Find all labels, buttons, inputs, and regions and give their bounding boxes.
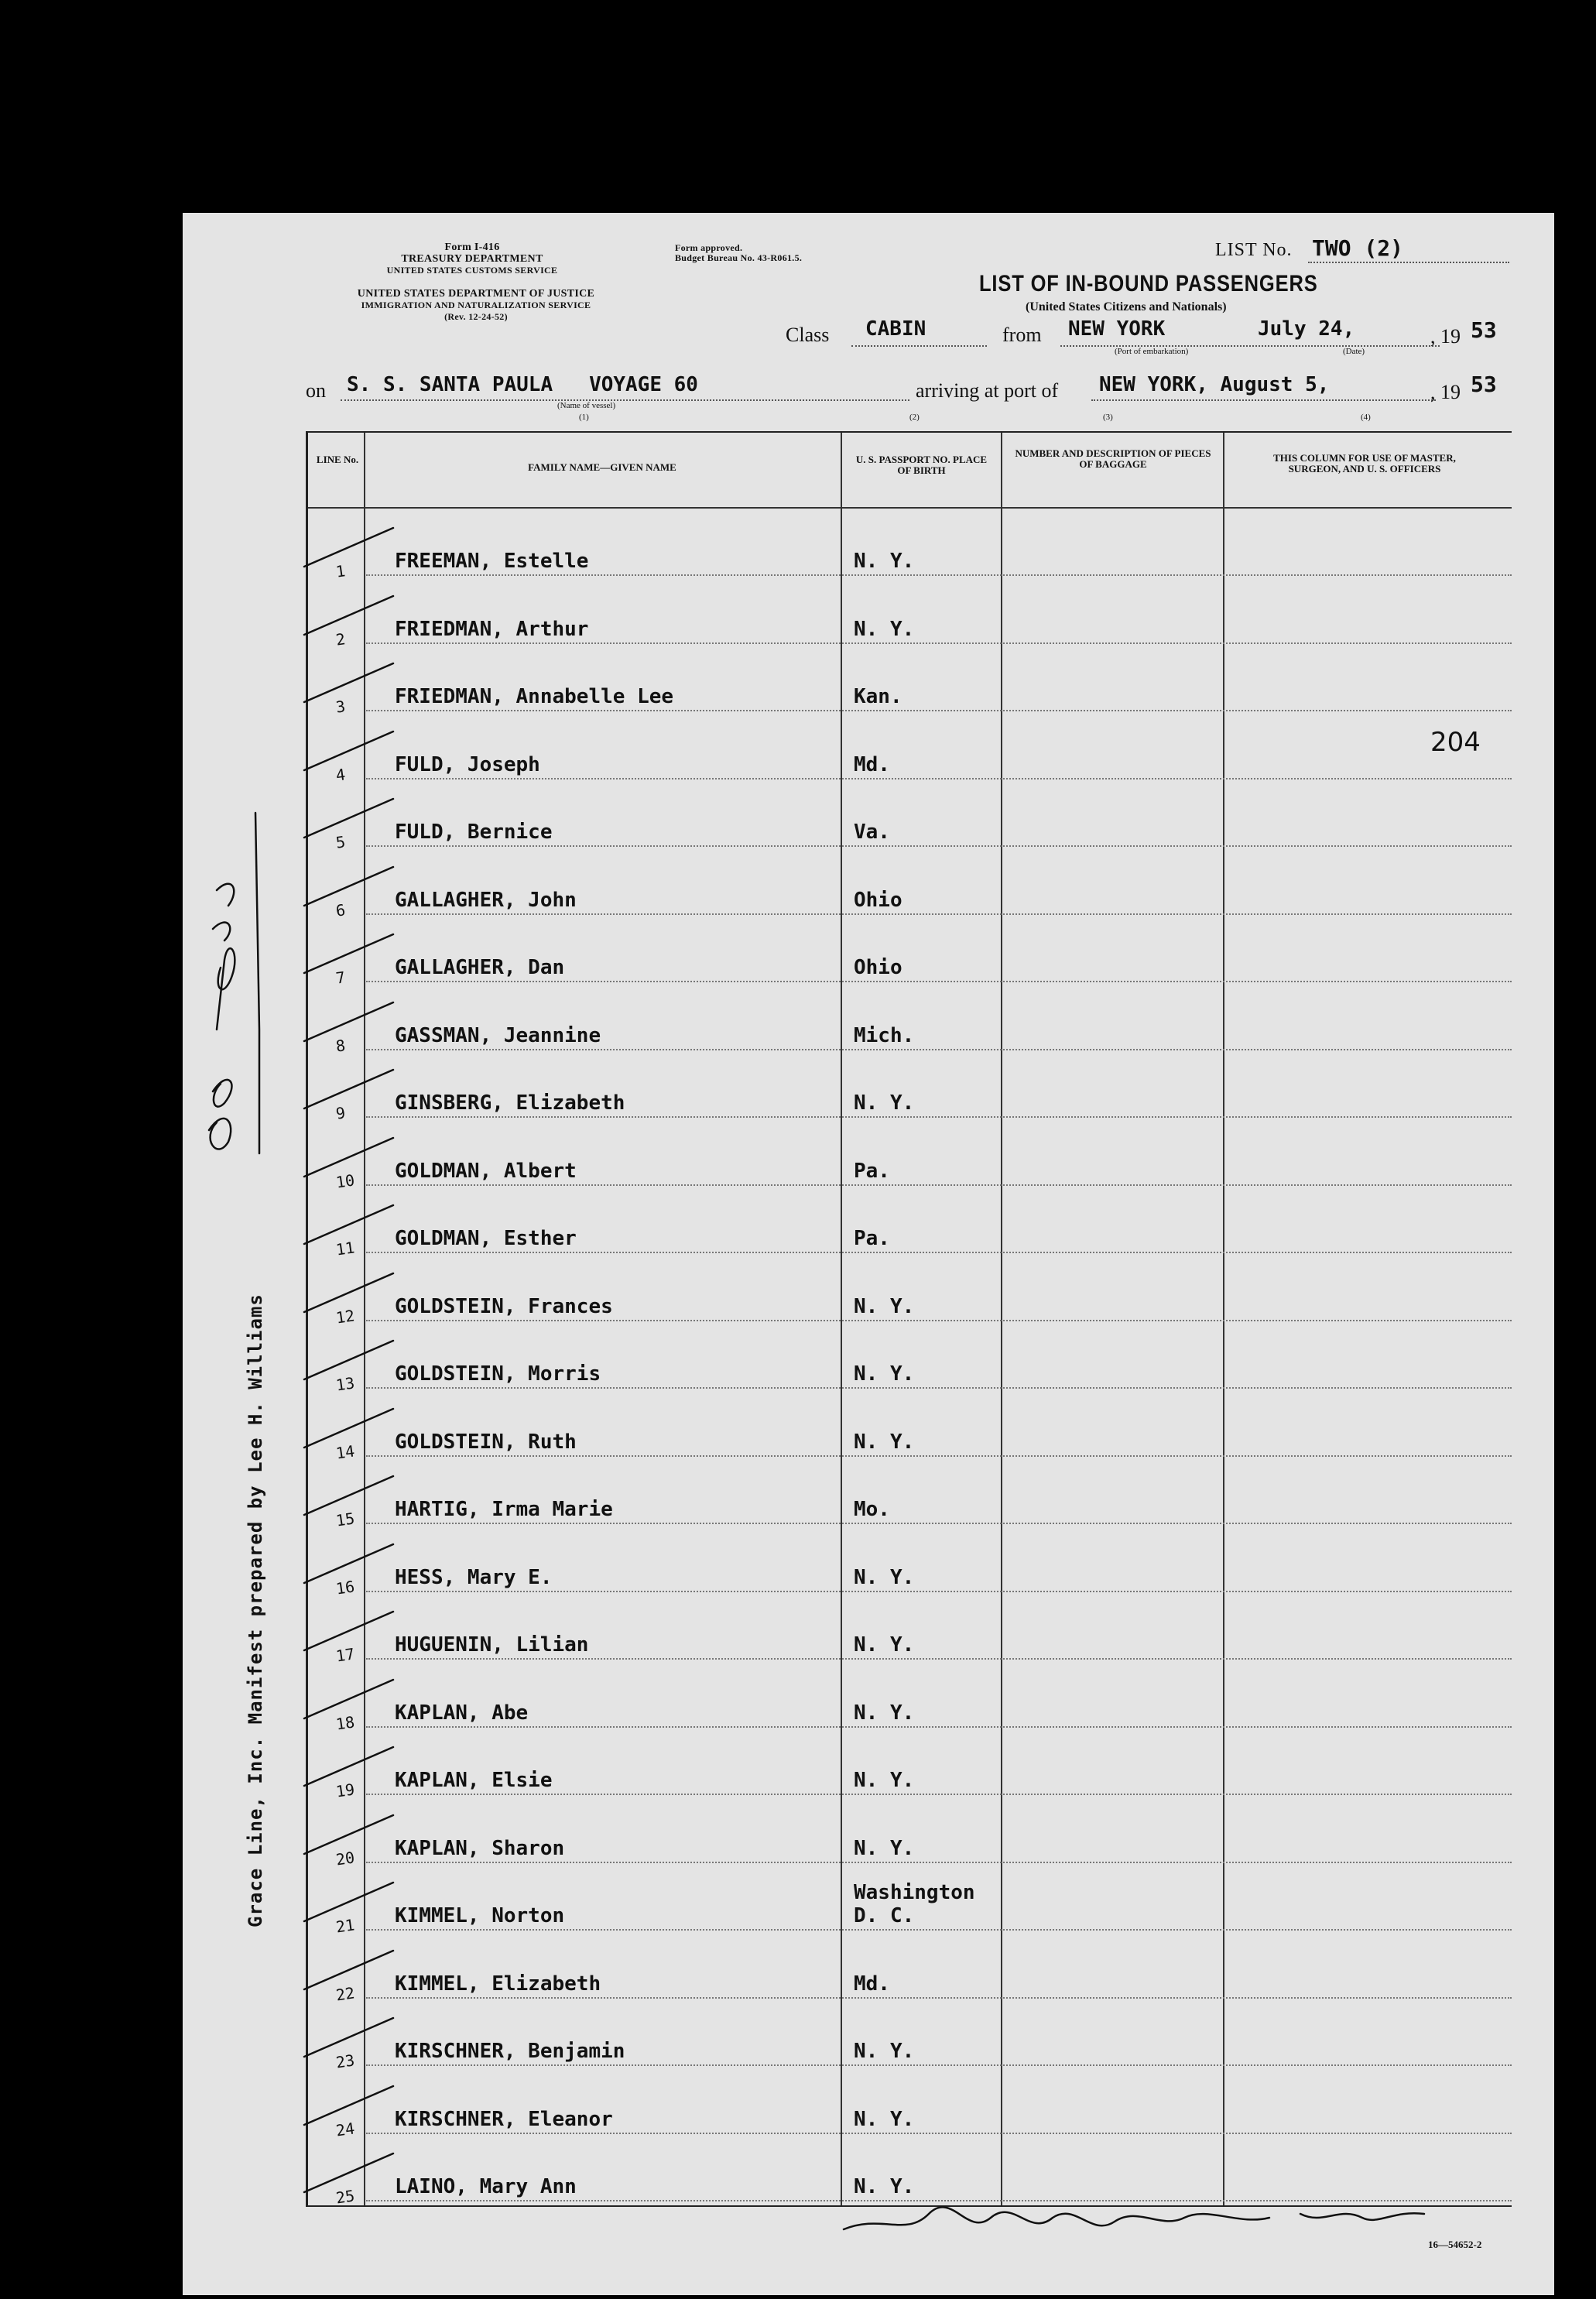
table-row: [308, 848, 1512, 920]
row-line-number: 14: [334, 1441, 356, 1463]
place-of-birth: N. Y.: [854, 1769, 915, 1792]
form-id-line-2: TREASURY DEPARTMENT: [401, 253, 543, 265]
check-mark: [300, 999, 401, 1045]
place-of-birth: N. Y.: [854, 2040, 915, 2063]
from-label: from: [1002, 324, 1042, 346]
passenger-name: GOLDMAN, Esther: [395, 1227, 577, 1250]
passenger-name: KAPLAN, Sharon: [395, 1836, 565, 1860]
passenger-name: KIRSCHNER, Benjamin: [395, 2040, 625, 2063]
year-value: 53: [1471, 317, 1497, 343]
place-of-birth: Washington D. C.: [854, 1881, 975, 1927]
passenger-name: GASSMAN, Jeannine: [395, 1023, 601, 1047]
check-mark: [300, 1472, 401, 1519]
class-label: Class: [786, 324, 830, 346]
place-of-birth: N. Y.: [854, 1836, 915, 1860]
from-value: NEW YORK: [1068, 317, 1166, 341]
check-mark: [300, 1676, 401, 1722]
passenger-name: KIMMEL, Norton: [395, 1904, 565, 1927]
passenger-name: FULD, Joseph: [395, 752, 540, 776]
place-of-birth: N. Y.: [854, 1633, 915, 1657]
header-baggage: NUMBER AND DESCRIPTION OF PIECES OF BAGGAGE: [1015, 447, 1211, 470]
place-of-birth: Mo.: [854, 1498, 890, 1521]
passenger-name: HARTIG, Irma Marie: [395, 1498, 613, 1521]
check-mark: [300, 592, 401, 639]
row-line-number: 4: [334, 764, 347, 785]
passenger-name: GOLDMAN, Albert: [395, 1159, 577, 1183]
col-caption-4: (4): [1361, 413, 1371, 422]
check-mark: [300, 660, 401, 706]
row-line-number: 6: [334, 899, 347, 920]
form-approved-line-1: Form approved.: [675, 242, 743, 253]
check-mark: [300, 930, 401, 977]
table-row: [308, 1931, 1512, 2005]
header-line-no: LINE No.: [316, 454, 359, 465]
table-row: [308, 2067, 1512, 2140]
row-line-number: 3: [334, 697, 347, 717]
row-line-number: 24: [334, 2118, 356, 2140]
row-line-number: 11: [334, 1238, 356, 1259]
handwritten-signature-bottom: [836, 2183, 1440, 2253]
arrival-year-value: 53: [1471, 372, 1497, 397]
form-id-block: [356, 242, 588, 276]
form-number: 16—54652-2: [1428, 2239, 1482, 2250]
check-mark: [300, 1811, 401, 1858]
row-line-number: 2: [334, 629, 347, 649]
row-line-number: 21: [334, 1915, 356, 1937]
table-row: [308, 1863, 1512, 1937]
passenger-name: LAINO, Mary Ann: [395, 2175, 577, 2198]
place-of-birth: Mich.: [854, 1023, 915, 1047]
table-row: [308, 509, 1512, 581]
passenger-name: KIMMEL, Elizabeth: [395, 1972, 601, 1996]
passenger-name: KAPLAN, Abe: [395, 1701, 529, 1725]
passenger-name: FRIEDMAN, Arthur: [395, 617, 589, 641]
place-of-birth: N. Y.: [854, 1430, 915, 1454]
justice-block: [302, 288, 650, 323]
table-row: [308, 1796, 1512, 1869]
table-row: [308, 1389, 1512, 1463]
place-of-birth: Va.: [854, 821, 890, 844]
table-row: [308, 1321, 1512, 1395]
check-mark: [300, 1743, 401, 1790]
arriving-label: arriving at port of: [916, 379, 1059, 402]
form-id-line-3: UNITED STATES CUSTOMS SERVICE: [386, 265, 558, 276]
class-value: CABIN: [865, 317, 926, 341]
arrival-dots: [1091, 399, 1436, 401]
table-row: [308, 1457, 1512, 1530]
list-no-dots: [1308, 262, 1509, 263]
justice-line-1: UNITED STATES DEPARTMENT OF JUSTICE: [357, 288, 595, 300]
officer-stamp-number: 204: [1430, 727, 1481, 758]
justice-line-2: IMMIGRATION AND NATURALIZATION SERVICE: [361, 300, 591, 310]
vessel-caption: (Name of vessel): [557, 401, 616, 410]
row-line-number: 5: [334, 832, 347, 852]
row-line-number: 15: [334, 1509, 356, 1530]
check-mark: [300, 2014, 401, 2061]
check-mark: [300, 1608, 401, 1654]
table-row: [308, 577, 1512, 649]
table-row: [308, 712, 1512, 785]
check-mark: [300, 524, 401, 570]
header-place: U. S. PASSPORT NO. PLACE OF BIRTH: [855, 454, 988, 476]
check-mark: [300, 2150, 401, 2196]
row-line-number: 16: [334, 1576, 356, 1598]
table-row: [308, 1525, 1512, 1598]
place-of-birth: Ohio: [854, 888, 902, 912]
header-name: FAMILY NAME—GIVEN NAME: [528, 461, 676, 473]
header-officers: THIS COLUMN FOR USE OF MASTER, SURGEON, AND U. S. OFFICERS: [1273, 452, 1456, 475]
table-row: [308, 1999, 1512, 2072]
row-line-number: 13: [334, 1373, 356, 1395]
arrival-value: NEW YORK, August 5,: [1099, 373, 1330, 396]
place-of-birth: Md.: [854, 752, 890, 776]
passenger-name: GALLAGHER, Dan: [395, 956, 565, 979]
check-mark: [300, 1879, 401, 1925]
row-line-number: 8: [334, 1035, 347, 1056]
date-caption: (Date): [1343, 347, 1365, 356]
row-line-number: 17: [334, 1644, 356, 1666]
place-of-birth: N. Y.: [854, 1701, 915, 1725]
row-line-number: 23: [334, 2051, 356, 2072]
form-id-line-1: Form I-416: [444, 242, 500, 253]
table-row: [308, 644, 1512, 717]
passenger-name: HESS, Mary E.: [395, 1565, 553, 1589]
check-mark: [300, 1134, 401, 1180]
check-mark: [300, 1269, 401, 1316]
vessel-dots: [341, 399, 909, 401]
year-prefix: , 19: [1430, 325, 1461, 348]
table-row: [308, 983, 1512, 1056]
passenger-name: GOLDSTEIN, Frances: [395, 1294, 613, 1318]
check-mark: [300, 1947, 401, 1993]
vessel-value: S. S. SANTA PAULA VOYAGE 60: [347, 373, 698, 396]
row-line-number: 1: [334, 561, 347, 581]
form-approved-line-2: Budget Bureau No. 43-R061.5.: [675, 252, 803, 263]
passenger-name: FULD, Bernice: [395, 821, 553, 844]
date-value: July 24,: [1258, 317, 1355, 341]
passenger-name: KIRSCHNER, Eleanor: [395, 2107, 613, 2131]
form-approved-block: [675, 243, 802, 263]
page-title: LIST OF IN-BOUND PASSENGERS: [979, 271, 1318, 296]
check-mark: [300, 728, 401, 774]
col-caption-2: (2): [909, 413, 920, 422]
place-of-birth: Md.: [854, 1972, 890, 1996]
passenger-name: GOLDSTEIN, Morris: [395, 1362, 601, 1386]
check-mark: [300, 863, 401, 910]
check-mark: [300, 1540, 401, 1587]
check-mark: [300, 795, 401, 841]
check-mark: [300, 1405, 401, 1451]
check-mark: [300, 1066, 401, 1112]
list-no-label: LIST No.: [1215, 240, 1293, 260]
check-mark: [300, 2082, 401, 2129]
table-row: [308, 1254, 1512, 1328]
row-line-number: 9: [334, 1103, 347, 1123]
passenger-name: FRIEDMAN, Annabelle Lee: [395, 685, 674, 708]
passenger-table: [306, 431, 1512, 2207]
place-of-birth: N. Y.: [854, 1091, 915, 1115]
table-row: [308, 1186, 1512, 1259]
row-line-number: 19: [334, 1780, 356, 1801]
check-mark: [300, 1337, 401, 1383]
passenger-name: GINSBERG, Elizabeth: [395, 1091, 625, 1115]
col-caption-1: (1): [579, 413, 589, 422]
table-row: [308, 1660, 1512, 1734]
place-of-birth: N. Y.: [854, 1362, 915, 1386]
place-of-birth: N. Y.: [854, 1294, 915, 1318]
place-of-birth: Pa.: [854, 1227, 890, 1250]
row-line-number: 18: [334, 1711, 356, 1734]
table-row: [308, 915, 1512, 988]
class-dots: [851, 345, 987, 347]
port-caption: (Port of embarkation): [1115, 347, 1189, 356]
row-line-number: 22: [334, 1982, 356, 2005]
place-of-birth: N. Y.: [854, 2175, 915, 2198]
place-of-birth: Ohio: [854, 956, 902, 979]
row-line-number: 12: [334, 1305, 356, 1328]
place-of-birth: Kan.: [854, 685, 902, 708]
row-line-number: 7: [334, 968, 347, 988]
manifest-preparer-note: Grace Line, Inc. Manifest prepared by Lee H. Williams: [245, 1293, 266, 1927]
justice-line-3: (Rev. 12-24-52): [444, 311, 508, 322]
page-subtitle: (United States Citizens and Nationals): [1026, 300, 1227, 314]
list-no-value: TWO (2): [1312, 235, 1404, 261]
place-of-birth: N. Y.: [854, 617, 915, 641]
passenger-name: GALLAGHER, John: [395, 888, 577, 912]
table-row: [308, 1728, 1512, 1801]
place-of-birth: N. Y.: [854, 2107, 915, 2131]
place-of-birth: N. Y.: [854, 550, 915, 573]
table-row: [308, 779, 1512, 852]
check-mark: [300, 1201, 401, 1248]
table-row: [308, 1592, 1512, 1666]
table-row: [308, 1050, 1512, 1123]
arrival-year-prefix: , 19: [1430, 381, 1461, 403]
passenger-name: KAPLAN, Elsie: [395, 1769, 553, 1792]
row-line-number: 25: [334, 2186, 356, 2208]
passenger-name: HUGUENIN, Lilian: [395, 1633, 589, 1657]
col-caption-3: (3): [1103, 413, 1113, 422]
passenger-name: FREEMAN, Estelle: [395, 550, 589, 573]
place-of-birth: Pa.: [854, 1159, 890, 1183]
handwritten-signature-left: [194, 797, 279, 1161]
table-row: [308, 1119, 1512, 1192]
row-line-number: 10: [334, 1170, 356, 1192]
passenger-name: GOLDSTEIN, Ruth: [395, 1430, 577, 1454]
row-line-number: 20: [334, 1847, 356, 1869]
place-of-birth: N. Y.: [854, 1565, 915, 1589]
on-label: on: [306, 379, 326, 402]
